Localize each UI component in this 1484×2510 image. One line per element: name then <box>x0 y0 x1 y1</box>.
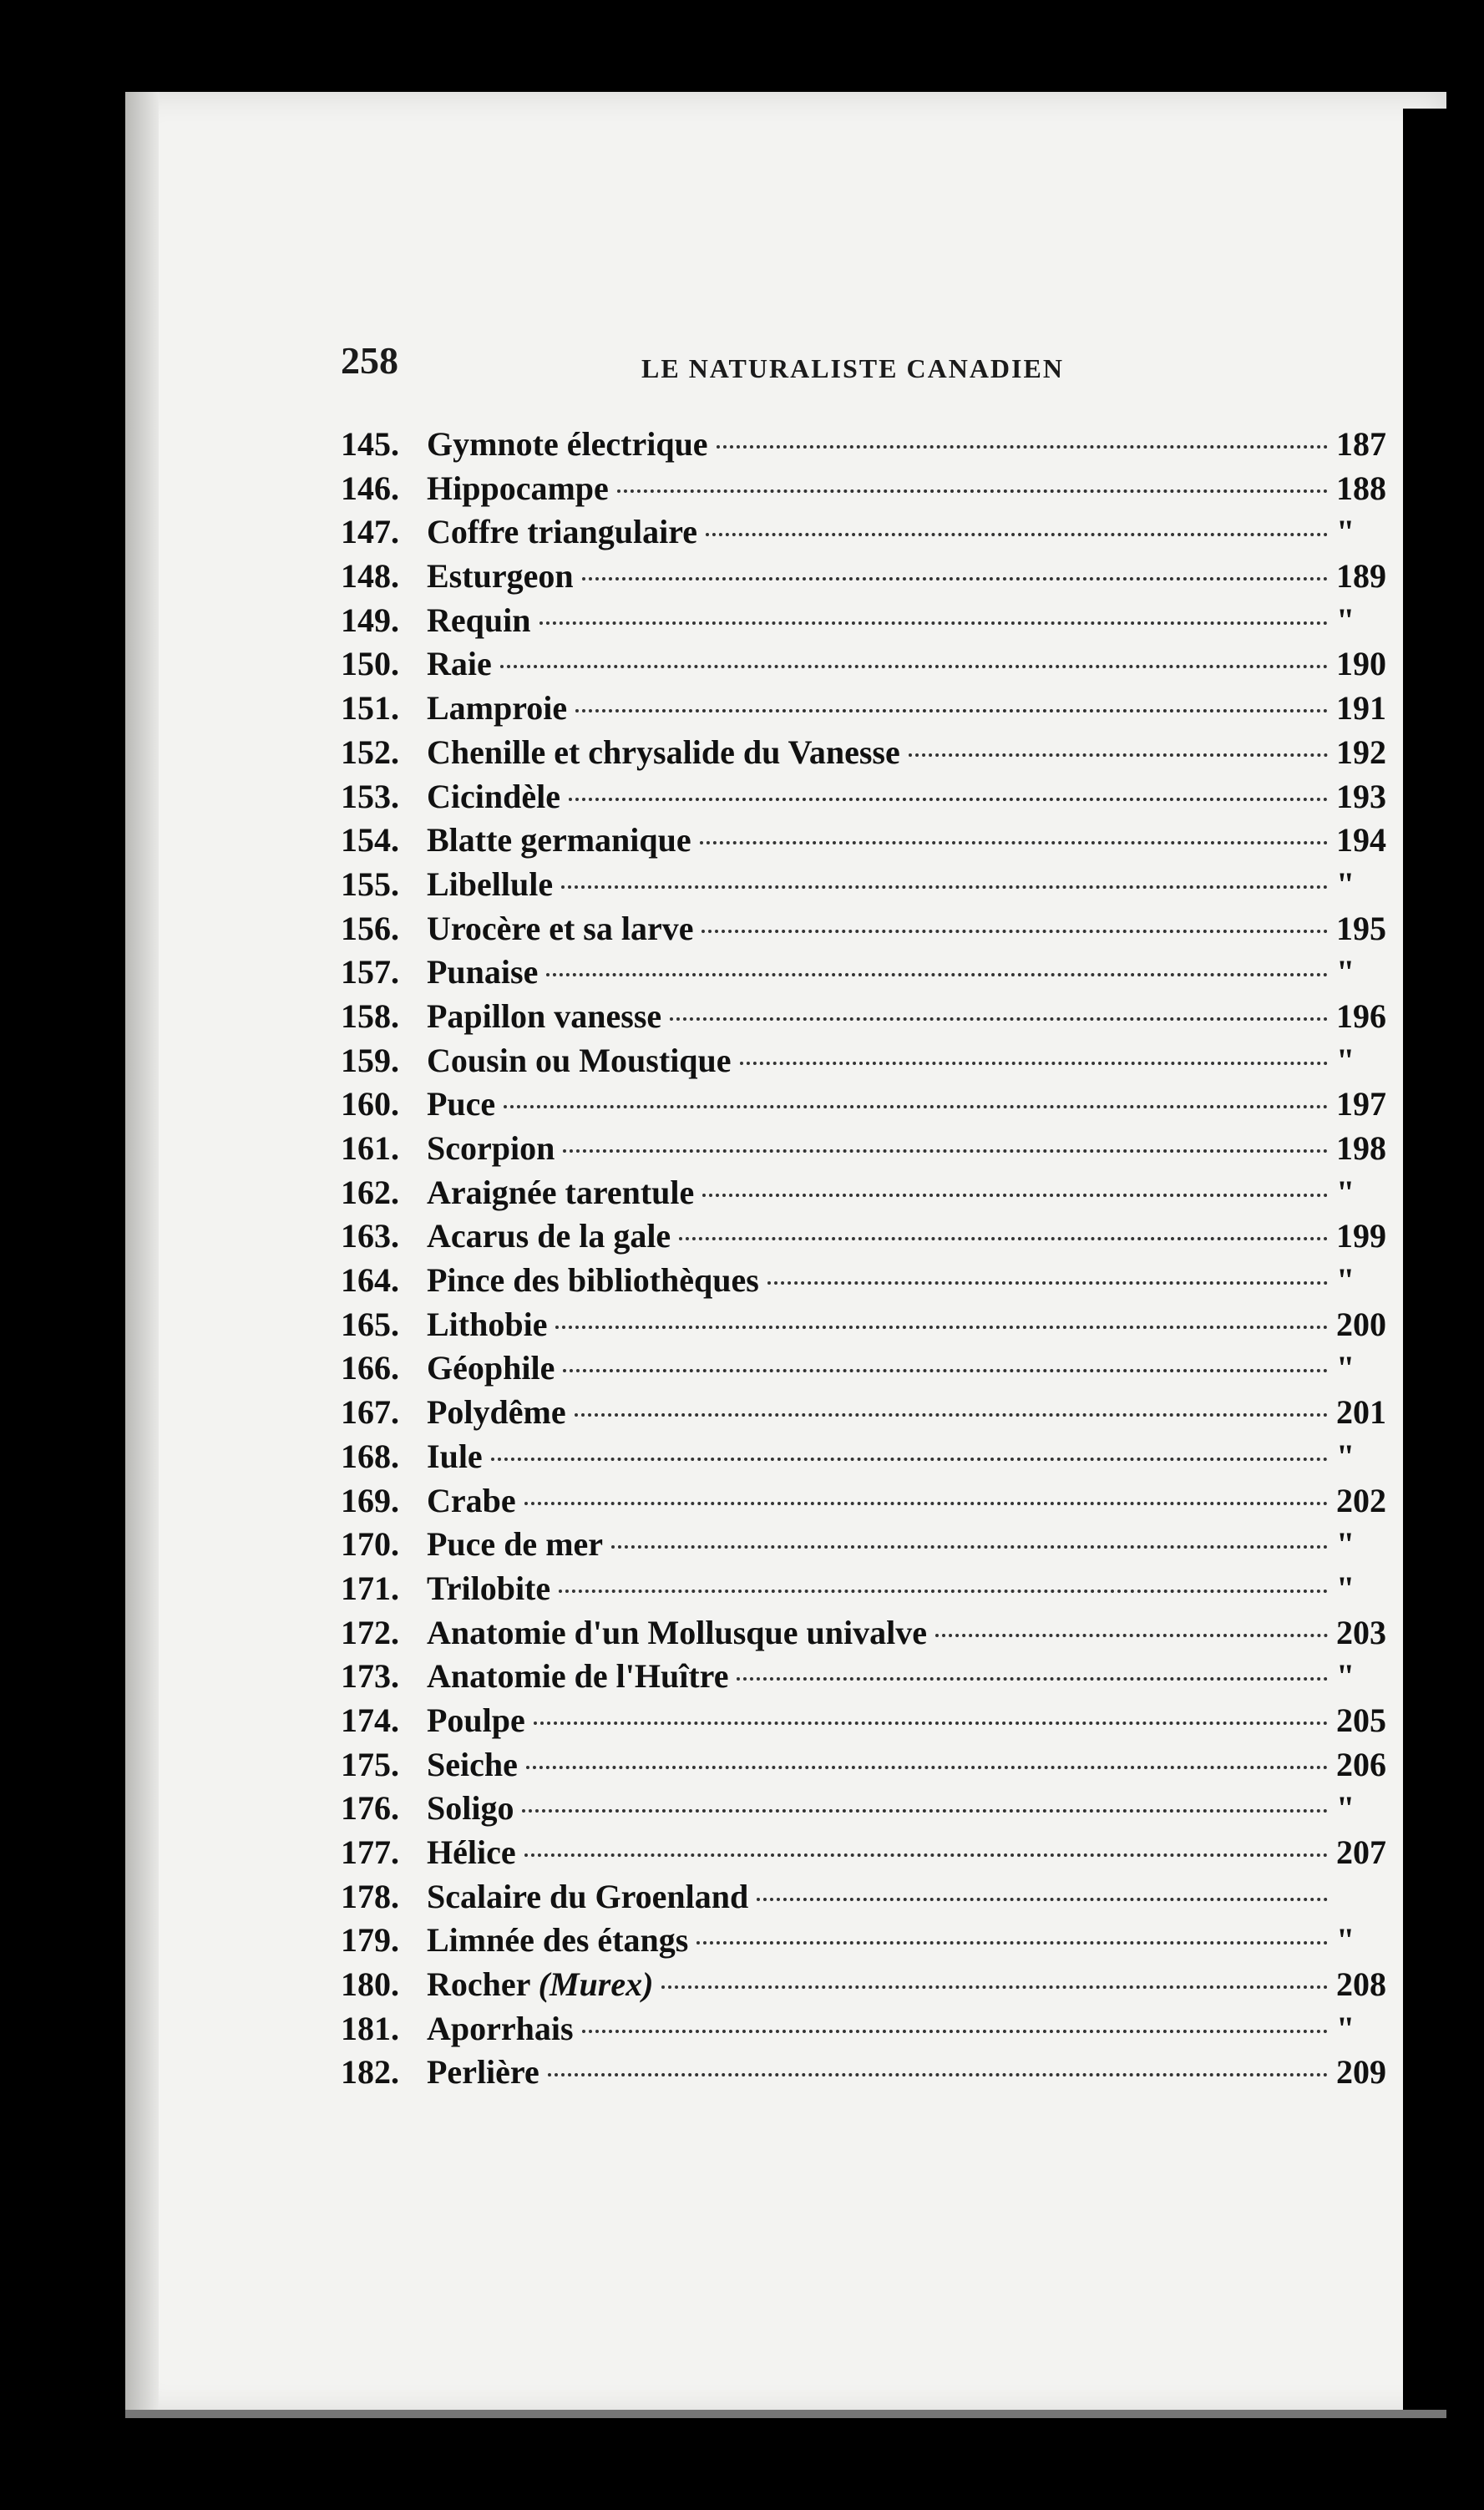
entry-title <box>420 556 574 596</box>
dot-leader <box>706 533 1328 536</box>
entry-title-text: Rocher <box>427 1965 530 2004</box>
table-of-contents <box>341 424 1401 2097</box>
dot-leader <box>717 445 1328 449</box>
dot-leader <box>559 1590 1328 1593</box>
entry-number: 179. <box>341 1921 399 1960</box>
entry-title-text: Blatte germanique <box>427 821 691 859</box>
entry-number: 181. <box>341 2009 399 2047</box>
entry-title <box>420 1216 671 1255</box>
entry-title-text: Poulpe <box>427 1701 525 1739</box>
entry-title-text: Papillon vanesse <box>427 996 662 1035</box>
entry-number: 162. <box>341 1173 399 1211</box>
entry-page-ref: " <box>1336 513 1355 551</box>
entry-page-ref: 199 <box>1336 1217 1386 1255</box>
entry-title <box>420 1745 518 1784</box>
entry-title <box>420 909 693 948</box>
entry-number: 150. <box>341 645 399 683</box>
page-edge-shadow <box>1403 109 1446 2414</box>
entry-page-ref: 193 <box>1336 777 1386 815</box>
dot-leader <box>582 2030 1328 2033</box>
entry-title-text: Raie <box>427 645 492 683</box>
toc-row <box>341 777 1401 821</box>
entry-title <box>420 1084 495 1123</box>
entry-number: 171. <box>341 1569 399 1607</box>
entry-title <box>420 777 560 816</box>
toc-row <box>341 1128 1401 1173</box>
entry-number: 167. <box>341 1393 399 1432</box>
entry-title-text: Cicindèle <box>427 777 560 815</box>
entry-title-text: Seiche <box>427 1745 518 1783</box>
entry-title-text: Lithobie <box>427 1305 548 1343</box>
toc-row <box>341 1745 1401 1789</box>
entry-page-ref: " <box>1336 1349 1355 1387</box>
entry-number: 178. <box>341 1877 399 1915</box>
entry-title-text: Chenille et chrysalide du Vanesse <box>427 733 900 771</box>
entry-page-ref: " <box>1336 1261 1355 1300</box>
toc-row <box>341 424 1401 469</box>
entry-number: 151. <box>341 689 399 728</box>
entry-title <box>420 1524 603 1564</box>
entry-title <box>420 1481 516 1520</box>
dot-leader <box>491 1458 1328 1461</box>
entry-title-text: Acarus de la gale <box>427 1217 671 1255</box>
entry-page-ref: " <box>1336 1525 1355 1564</box>
dot-leader <box>679 1237 1328 1240</box>
entry-page-ref: 201 <box>1336 1393 1386 1432</box>
dot-leader <box>546 973 1328 976</box>
entry-title-text: Scorpion <box>427 1129 555 1167</box>
entry-title <box>420 865 553 904</box>
toc-row <box>341 952 1401 996</box>
entry-number: 175. <box>341 1745 399 1783</box>
entry-page-ref: 209 <box>1336 2053 1386 2092</box>
entry-title-text: Pince des bibliothèques <box>427 1261 759 1300</box>
entry-number: 155. <box>341 865 399 903</box>
entry-title-text: Lamproie <box>427 689 568 728</box>
entry-title-text: Géophile <box>427 1349 555 1387</box>
entry-title-text: Anatomie d'un Mollusque univalve <box>427 1613 928 1651</box>
toc-row <box>341 1701 1401 1745</box>
toc-row <box>341 1041 1401 1085</box>
dot-leader <box>504 1105 1328 1108</box>
entry-page-ref: 196 <box>1336 996 1386 1035</box>
entry-title <box>420 2009 574 2048</box>
toc-row <box>341 996 1401 1041</box>
entry-page-ref: 205 <box>1336 1701 1386 1739</box>
entry-page-ref: 188 <box>1336 469 1386 507</box>
dot-leader <box>617 489 1328 493</box>
toc-row <box>341 1788 1401 1833</box>
toc-row <box>341 909 1401 953</box>
entry-number: 156. <box>341 909 399 947</box>
dot-leader <box>767 1281 1328 1285</box>
dot-leader <box>935 1634 1328 1637</box>
toc-row <box>341 512 1401 556</box>
toc-row <box>341 1833 1401 1877</box>
entry-number: 180. <box>341 1965 399 2004</box>
entry-number: 163. <box>341 1217 399 1255</box>
entry-title <box>420 733 900 772</box>
entry-title-text: Punaise <box>427 953 539 991</box>
entry-title-text: Iule <box>427 1437 483 1475</box>
entry-title-text: Crabe <box>427 1481 516 1519</box>
toc-row <box>341 1481 1401 1525</box>
entry-title-text: Gymnote électrique <box>427 425 708 463</box>
dot-leader <box>737 1677 1328 1681</box>
page-gutter <box>125 92 159 2414</box>
toc-row <box>341 556 1401 601</box>
dot-leader <box>555 1326 1328 1329</box>
toc-row <box>341 1524 1401 1569</box>
entry-title <box>420 601 531 640</box>
entry-number: 146. <box>341 469 399 507</box>
entry-page-ref: " <box>1336 2009 1355 2047</box>
entry-page-ref: 198 <box>1336 1129 1386 1167</box>
entry-title <box>420 424 708 464</box>
entry-page-ref: " <box>1336 953 1355 991</box>
dot-leader <box>575 709 1328 712</box>
entry-title <box>420 1128 555 1168</box>
entry-number: 161. <box>341 1129 399 1167</box>
entry-title <box>420 512 697 551</box>
toc-row <box>341 2052 1401 2097</box>
entry-number: 158. <box>341 996 399 1035</box>
entry-title <box>420 2052 539 2092</box>
entry-title-text: Soligo <box>427 1789 514 1828</box>
dot-leader <box>582 577 1328 581</box>
toc-row <box>341 601 1401 645</box>
entry-title <box>420 820 691 859</box>
entry-number: 148. <box>341 557 399 596</box>
entry-title <box>420 469 609 508</box>
entry-page-ref: " <box>1336 1437 1355 1475</box>
toc-row <box>341 820 1401 865</box>
dot-leader <box>701 930 1328 933</box>
entry-number: 170. <box>341 1525 399 1564</box>
entry-number: 152. <box>341 733 399 771</box>
entry-title <box>420 1965 653 2004</box>
dot-leader <box>563 1149 1328 1153</box>
entry-title <box>420 1305 547 1344</box>
toc-row <box>341 733 1401 777</box>
dot-leader <box>526 1766 1328 1769</box>
entry-title-text: Coffre triangulaire <box>427 513 698 551</box>
entry-title <box>420 688 567 728</box>
toc-row <box>341 1569 1401 1613</box>
toc-row <box>341 1392 1401 1437</box>
entry-number: 145. <box>341 425 399 463</box>
entry-number: 173. <box>341 1657 399 1696</box>
entry-number: 147. <box>341 513 399 551</box>
entry-page-ref: 190 <box>1336 645 1386 683</box>
entry-number: 168. <box>341 1437 399 1475</box>
entry-number: 160. <box>341 1085 399 1123</box>
entry-page-ref: 195 <box>1336 909 1386 947</box>
entry-page-ref: " <box>1336 1041 1355 1079</box>
dot-leader <box>548 2073 1328 2076</box>
entry-page-ref: 187 <box>1336 425 1386 463</box>
entry-title-text: Puce de mer <box>427 1525 604 1564</box>
entry-title <box>420 1173 694 1212</box>
entry-title-text: Araignée tarentule <box>427 1173 695 1211</box>
entry-title <box>420 1701 525 1740</box>
entry-page-ref: 207 <box>1336 1833 1386 1871</box>
dot-leader <box>500 665 1328 668</box>
dot-leader <box>661 1985 1328 1989</box>
page-bottom-edge <box>125 2410 1446 2418</box>
entry-page-ref: " <box>1336 1569 1355 1607</box>
dot-leader <box>569 798 1328 801</box>
entry-page-ref: 194 <box>1336 821 1386 859</box>
entry-title <box>420 1656 728 1696</box>
entry-title-text: Requin <box>427 601 531 639</box>
entry-title <box>420 1877 748 1916</box>
entry-title-text: Hélice <box>427 1833 516 1871</box>
entry-title-text: Trilobite <box>427 1569 551 1607</box>
dot-leader <box>909 753 1328 757</box>
toc-row <box>341 1305 1401 1349</box>
entry-page-ref: 206 <box>1336 1745 1386 1783</box>
entry-number: 177. <box>341 1833 399 1871</box>
entry-title <box>420 1041 732 1080</box>
entry-page-ref: 189 <box>1336 557 1386 596</box>
dot-leader <box>561 885 1328 889</box>
entry-title-text: Perlière <box>427 2053 539 2092</box>
dot-leader <box>524 1853 1328 1857</box>
dot-leader <box>524 1502 1328 1505</box>
dot-leader <box>539 621 1329 625</box>
entry-page-ref: " <box>1336 1657 1355 1696</box>
dot-leader <box>575 1413 1328 1417</box>
entry-title-text: Limnée des étangs <box>427 1921 689 1960</box>
dot-leader <box>702 1194 1328 1197</box>
entry-number: 149. <box>341 601 399 639</box>
toc-row <box>341 1920 1401 1965</box>
entry-title-text: Urocère et sa larve <box>427 909 694 947</box>
dot-leader <box>740 1062 1328 1065</box>
entry-title <box>420 1260 759 1300</box>
entry-number: 159. <box>341 1041 399 1079</box>
entry-title <box>420 952 538 991</box>
entry-page-ref: " <box>1336 865 1355 903</box>
entry-number: 172. <box>341 1613 399 1651</box>
toc-row <box>341 1260 1401 1305</box>
dot-leader <box>522 1809 1328 1813</box>
entry-page-ref: 203 <box>1336 1613 1386 1651</box>
entry-title <box>420 1920 688 1960</box>
running-title: LE NATURALISTE CANADIEN <box>641 353 1064 383</box>
dot-leader <box>563 1369 1328 1372</box>
dot-leader <box>700 841 1328 844</box>
toc-row <box>341 644 1401 688</box>
entry-title <box>420 1788 514 1828</box>
entry-title-text: Libellule <box>427 865 554 903</box>
entry-title <box>420 996 661 1036</box>
toc-row <box>341 865 1401 909</box>
entry-title-text: Polydême <box>427 1393 566 1432</box>
toc-row <box>341 1084 1401 1128</box>
toc-row <box>341 1173 1401 1217</box>
toc-row <box>341 1656 1401 1701</box>
entry-number: 157. <box>341 953 399 991</box>
entry-page-ref: " <box>1336 1789 1355 1828</box>
toc-row <box>341 469 1401 513</box>
entry-page-ref: 192 <box>1336 733 1386 771</box>
dot-leader <box>696 1941 1328 1945</box>
entry-title <box>420 1833 516 1872</box>
entry-page-ref: 200 <box>1336 1305 1386 1343</box>
toc-row <box>341 2009 1401 2053</box>
entry-number: 153. <box>341 777 399 815</box>
entry-title-text: Scalaire du Groenland <box>427 1877 749 1915</box>
dot-leader <box>534 1722 1328 1725</box>
entry-title <box>420 1437 483 1476</box>
toc-row <box>341 1437 1401 1481</box>
entry-title-text: Anatomie de l'Huître <box>427 1657 729 1696</box>
entry-title-text: Esturgeon <box>427 557 574 596</box>
page-header <box>341 338 1117 397</box>
toc-row <box>341 1877 1401 1921</box>
entry-number: 176. <box>341 1789 399 1828</box>
entry-number: 164. <box>341 1261 399 1300</box>
entry-page-ref: " <box>1336 1173 1355 1211</box>
entry-title-text: Puce <box>427 1085 496 1123</box>
dot-leader <box>670 1017 1328 1021</box>
entry-page-ref: 208 <box>1336 1965 1386 2004</box>
entry-number: 174. <box>341 1701 399 1739</box>
toc-row <box>341 1613 1401 1657</box>
toc-row <box>341 1348 1401 1392</box>
entry-number: 182. <box>341 2053 399 2092</box>
entry-page-ref: " <box>1336 601 1355 639</box>
entry-title <box>420 1348 555 1387</box>
entry-page-ref: 202 <box>1336 1481 1386 1519</box>
dot-leader <box>611 1545 1328 1549</box>
entry-title-text: Hippocampe <box>427 469 609 507</box>
entry-number: 169. <box>341 1481 399 1519</box>
entry-title-text: Cousin ou Moustique <box>427 1041 732 1079</box>
entry-number: 165. <box>341 1305 399 1343</box>
entry-number: 166. <box>341 1349 399 1387</box>
page-number: 258 <box>341 339 398 382</box>
toc-row <box>341 1216 1401 1260</box>
entry-number: 154. <box>341 821 399 859</box>
entry-title <box>420 1569 550 1608</box>
entry-page-ref: 191 <box>1336 689 1386 728</box>
entry-page-ref: 197 <box>1336 1085 1386 1123</box>
entry-title <box>420 644 492 683</box>
entry-page-ref: " <box>1336 1921 1355 1960</box>
entry-title <box>420 1613 927 1652</box>
dot-leader <box>757 1898 1328 1901</box>
entry-title-text: Aporrhais <box>427 2009 574 2047</box>
entry-title <box>420 1392 566 1432</box>
toc-row <box>341 688 1401 733</box>
entry-title-italic: (Murex) <box>538 1965 654 2004</box>
toc-row <box>341 1965 1401 2009</box>
